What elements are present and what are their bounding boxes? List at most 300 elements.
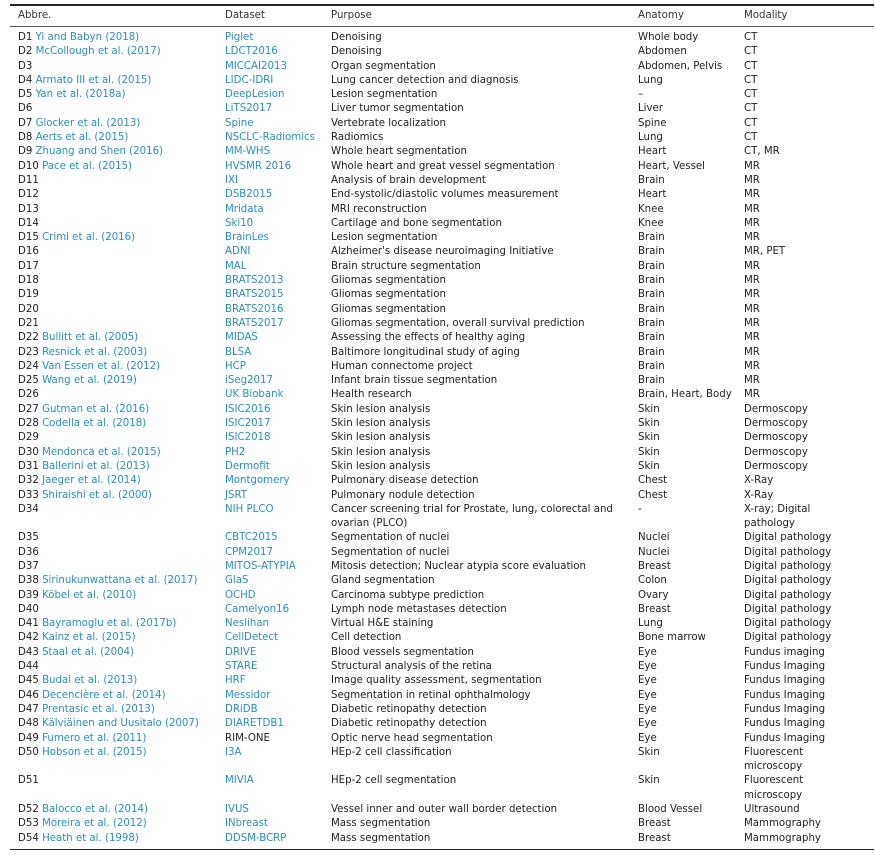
abbre-cell — [18, 188, 225, 202]
modality-cell: Digital pathology — [744, 575, 832, 587]
dataset-link[interactable]: IVUS — [225, 804, 249, 816]
anatomy-cell: Brain — [638, 246, 665, 258]
dataset-link[interactable]: Mridata — [225, 203, 264, 215]
dataset-link[interactable]: I3A — [225, 746, 242, 758]
dataset-id: D53 — [18, 818, 39, 830]
dataset-link[interactable]: DSB2015 — [225, 189, 273, 201]
table-row — [10, 560, 874, 574]
dataset-link[interactable]: Ski10 — [225, 217, 254, 229]
reference-link[interactable]: Van Essen et al. (2012) — [42, 360, 161, 372]
anatomy-cell: Brain — [638, 232, 665, 244]
dataset-link[interactable]: BRATS2015 — [225, 289, 284, 301]
modality-cell: MR — [744, 317, 760, 329]
purpose-cell: Pulmonary disease detection — [331, 475, 479, 487]
dataset-cell — [225, 431, 331, 445]
dataset-id: D11 — [18, 174, 39, 186]
abbre-cell — [18, 574, 225, 588]
anatomy-cell: Brain — [638, 260, 665, 272]
dataset-link[interactable]: Neslihan — [225, 618, 270, 630]
reference-link[interactable]: Codella et al. (2018) — [42, 418, 147, 430]
table-row — [10, 674, 874, 688]
purpose-cell: Gland segmentation — [331, 575, 435, 587]
purpose-cell: MRI reconstruction — [331, 203, 427, 215]
purpose-cell: Skin lesion analysis — [331, 403, 431, 415]
anatomy-cell: Heart — [638, 189, 667, 201]
reference-link[interactable]: Balocco et al. (2014) — [42, 804, 148, 816]
reference-link[interactable]: Hobson et al. (2015) — [42, 746, 147, 758]
dataset-id: D23 — [18, 346, 39, 358]
dataset-id: D43 — [18, 646, 39, 658]
dataset-id: D33 — [18, 489, 39, 501]
purpose-cell: Gliomas segmentation — [331, 275, 446, 287]
abbre-cell — [18, 474, 225, 488]
dataset-cell — [225, 88, 331, 102]
dataset-link[interactable]: NSCLC-Radiomics — [225, 132, 315, 144]
dataset-link[interactable]: MIVIA — [225, 775, 254, 787]
modality-cell: Fluorescent microscopy — [744, 746, 804, 773]
dataset-id: D1 — [18, 32, 33, 43]
abbre-cell — [18, 646, 225, 660]
modality-cell: Mammography — [744, 832, 821, 844]
dataset-link[interactable]: PH2 — [225, 446, 246, 458]
table-row — [10, 460, 874, 474]
dataset-id: D12 — [18, 189, 39, 201]
reference-link[interactable]: Yi and Babyn (2018) — [35, 32, 140, 43]
dataset-link[interactable]: LIDC-IDRI — [225, 74, 274, 86]
reference-link[interactable]: Staal et al. (2004) — [42, 646, 135, 658]
dataset-link[interactable]: MICCAI2013 — [225, 60, 287, 72]
dataset-link[interactable]: HCP — [225, 360, 246, 372]
dataset-cell — [225, 360, 331, 374]
modality-cell: MR — [744, 160, 760, 172]
dataset-id: D30 — [18, 446, 39, 458]
dataset-link[interactable]: JSRT — [225, 489, 248, 501]
reference-link[interactable]: Kälviäinen and Uusitalo (2007) — [42, 718, 199, 730]
dataset-id: D51 — [18, 775, 39, 787]
abbre-cell — [18, 531, 225, 545]
table-row — [10, 374, 874, 388]
dataset-cell — [225, 560, 331, 574]
purpose-cell: Skin lesion analysis — [331, 418, 431, 430]
table-row — [10, 531, 874, 545]
dataset-link[interactable]: CPM2017 — [225, 546, 273, 558]
modality-cell: Digital pathology — [744, 560, 832, 572]
dataset-id: D38 — [18, 575, 39, 587]
dataset-cell — [225, 689, 331, 703]
purpose-cell: Segmentation of nuclei — [331, 546, 450, 558]
table-row — [10, 703, 874, 717]
anatomy-cell: Eye — [638, 703, 657, 715]
reference-link[interactable]: Bullitt et al. (2005) — [42, 332, 139, 344]
dataset-cell — [225, 102, 331, 116]
dataset-link[interactable]: CBTC2015 — [225, 532, 278, 544]
abbre-cell — [18, 388, 225, 402]
reference-link[interactable]: Crimi et al. (2016) — [42, 232, 136, 244]
dataset-link[interactable]: DRiDB — [225, 703, 258, 715]
dataset-link[interactable]: ISIC2016 — [225, 403, 271, 415]
dataset-cell — [225, 403, 331, 417]
header-dataset: Dataset — [225, 10, 265, 21]
table-row — [10, 145, 874, 159]
anatomy-cell: Brain — [638, 346, 665, 358]
anatomy-cell: Skin — [638, 418, 660, 430]
purpose-cell: Infant brain tissue segmentation — [331, 375, 498, 387]
dataset-cell — [225, 388, 331, 402]
anatomy-cell: Liver — [638, 103, 663, 115]
dataset-link[interactable]: HVSMR 2016 — [225, 160, 292, 172]
purpose-cell: Skin lesion analysis — [331, 446, 431, 458]
dataset-link[interactable]: STARE — [225, 661, 258, 673]
dataset-id: D10 — [18, 160, 39, 172]
table-row — [10, 274, 874, 288]
anatomy-cell: Nuclei — [638, 532, 670, 544]
dataset-link[interactable]: LDCT2016 — [225, 46, 278, 58]
anatomy-cell: Eye — [638, 661, 657, 673]
table-row — [10, 288, 874, 302]
table-row — [10, 31, 874, 45]
modality-cell: MR — [744, 360, 760, 372]
abbre-cell — [18, 231, 225, 245]
table-row — [10, 45, 874, 59]
purpose-cell: Optic nerve head segmentation — [331, 732, 493, 744]
anatomy-cell: Skin — [638, 403, 660, 415]
abbre-cell — [18, 803, 225, 817]
reference-link[interactable]: Sirinukunwattana et al. (2017) — [42, 575, 198, 587]
dataset-cell — [225, 131, 331, 145]
modality-cell: Dermoscopy — [744, 432, 808, 444]
dataset-link[interactable]: iSeg2017 — [225, 375, 273, 387]
dataset-cell — [225, 288, 331, 302]
reference-link[interactable]: Kainz et al. (2015) — [42, 632, 136, 644]
purpose-cell: Mass segmentation — [331, 818, 431, 830]
dataset-id: D15 — [18, 232, 39, 244]
dataset-cell — [225, 245, 331, 259]
reference-link[interactable]: Köbel et al. (2010) — [42, 589, 137, 601]
reference-link[interactable]: Decencière et al. (2014) — [42, 689, 166, 701]
dataset-link[interactable]: MAL — [225, 260, 247, 272]
dataset-cell — [225, 346, 331, 360]
anatomy-cell: Skin — [638, 432, 660, 444]
abbre-cell — [18, 431, 225, 445]
table-row — [10, 403, 874, 417]
modality-cell: Ultrasound — [744, 804, 800, 816]
anatomy-cell: Lung — [638, 74, 663, 86]
purpose-cell: Brain structure segmentation — [331, 260, 481, 272]
dataset-link[interactable]: GlaS — [225, 575, 249, 587]
dataset-id: D2 — [18, 46, 33, 58]
purpose-cell: Segmentation in retinal ophthalmology — [331, 689, 531, 701]
dataset-link[interactable]: LiTS2017 — [225, 103, 273, 115]
table-row — [10, 503, 874, 532]
modality-cell: CT — [744, 89, 758, 101]
reference-link[interactable]: Gutman et al. (2016) — [42, 403, 150, 415]
abbre-cell — [18, 460, 225, 474]
dataset-id: D3 — [18, 60, 33, 72]
abbre-cell — [18, 732, 225, 746]
reference-link[interactable]: Pace et al. (2015) — [42, 160, 133, 172]
dataset-id: D41 — [18, 618, 39, 630]
anatomy-cell: Brain, Heart, Body — [638, 389, 732, 401]
dataset-link[interactable]: Piglet — [225, 32, 254, 43]
dataset-id: D46 — [18, 689, 39, 701]
reference-link[interactable]: Prentasic et al. (2013) — [42, 703, 155, 715]
anatomy-cell: Bone marrow — [638, 632, 706, 644]
anatomy-cell: Skin — [638, 446, 660, 458]
dataset-id: D20 — [18, 303, 39, 315]
dataset-link[interactable]: CellDetect — [225, 632, 279, 644]
anatomy-cell: Breast — [638, 603, 671, 615]
anatomy-cell: Eye — [638, 718, 657, 730]
dataset-id: D42 — [18, 632, 39, 644]
table-row — [10, 60, 874, 74]
modality-cell: MR — [744, 275, 760, 287]
dataset-id: D22 — [18, 332, 39, 344]
dataset-cell — [225, 374, 331, 388]
abbre-cell — [18, 217, 225, 231]
reference-link[interactable]: Shiraishi et al. (2000) — [42, 489, 152, 501]
dataset-id: D25 — [18, 375, 39, 387]
purpose-cell: Organ segmentation — [331, 60, 436, 72]
purpose-cell: Cartilage and bone segmentation — [331, 217, 502, 229]
modality-cell: Dermoscopy — [744, 460, 808, 472]
reference-link[interactable]: Bayramoglu et al. (2017b) — [42, 618, 177, 630]
dataset-id: D14 — [18, 217, 39, 229]
dataset-link[interactable]: IXI — [225, 174, 238, 186]
modality-cell: Fundus Imaging — [744, 732, 826, 744]
reference-link[interactable]: Heath et al. (1998) — [42, 832, 139, 844]
table-row — [10, 474, 874, 488]
dataset-link[interactable]: ADNI — [225, 246, 251, 258]
purpose-cell: Liver tumor segmentation — [331, 103, 464, 115]
reference-link[interactable]: Aerts et al. (2015) — [35, 132, 129, 144]
abbre-cell — [18, 631, 225, 645]
anatomy-cell: Brain — [638, 317, 665, 329]
dataset-link[interactable]: INbreast — [225, 818, 268, 830]
table-row — [10, 74, 874, 88]
reference-link[interactable]: Glocker et al. (2013) — [35, 117, 141, 129]
dataset-link[interactable]: BrainLes — [225, 232, 269, 244]
dataset-id: D52 — [18, 804, 39, 816]
abbre-cell — [18, 174, 225, 188]
anatomy-cell: Heart — [638, 146, 667, 158]
reference-link[interactable]: Mendonca et al. (2015) — [42, 446, 161, 458]
modality-cell: Digital pathology — [744, 589, 832, 601]
reference-link[interactable]: McCollough et al. (2017) — [35, 46, 161, 58]
table-row — [10, 689, 874, 703]
abbre-cell — [18, 717, 225, 731]
dataset-id: D19 — [18, 289, 39, 301]
dataset-id: D40 — [18, 603, 39, 615]
dataset-id: D32 — [18, 475, 39, 487]
table-row — [10, 231, 874, 245]
table-row — [10, 817, 874, 831]
abbre-cell — [18, 360, 225, 374]
reference-link[interactable]: Zhuang and Shen (2016) — [35, 146, 164, 158]
reference-link[interactable]: Fumero et al. (2011) — [42, 732, 147, 744]
reference-link[interactable]: Budai et al. (2013) — [42, 675, 138, 687]
modality-cell: MR — [744, 346, 760, 358]
abbre-cell — [18, 589, 225, 603]
dataset-table — [10, 4, 874, 850]
anatomy-cell: Breast — [638, 560, 671, 572]
dataset-cell — [225, 717, 331, 731]
table-row — [10, 774, 874, 803]
purpose-cell: Virtual H&E staining — [331, 618, 434, 630]
dataset-link[interactable]: ISIC2018 — [225, 432, 271, 444]
dataset-cell — [225, 174, 331, 188]
dataset-link[interactable]: Camelyon16 — [225, 603, 290, 615]
dataset-link[interactable]: MM-WHS — [225, 146, 271, 158]
modality-cell: Digital pathology — [744, 532, 832, 544]
dataset-link[interactable]: BRATS2016 — [225, 303, 284, 315]
anatomy-cell: Lung — [638, 132, 663, 144]
table-row — [10, 131, 874, 145]
dataset-link[interactable]: Dermofit — [225, 460, 270, 472]
purpose-cell: Structural analysis of the retina — [331, 661, 492, 673]
dataset-cell — [225, 803, 331, 817]
modality-cell: Fundus Imaging — [744, 675, 826, 687]
dataset-link[interactable]: UK Biobank — [225, 389, 284, 401]
anatomy-cell: Spine — [638, 117, 667, 129]
abbre-cell — [18, 546, 225, 560]
purpose-cell: Skin lesion analysis — [331, 432, 431, 444]
modality-cell: MR — [744, 375, 760, 387]
dataset-cell — [225, 145, 331, 159]
table-row — [10, 574, 874, 588]
dataset-cell — [225, 60, 331, 74]
dataset-cell — [225, 703, 331, 717]
abbre-cell — [18, 45, 225, 59]
dataset-link[interactable]: ISIC2017 — [225, 418, 271, 430]
abbre-cell — [18, 31, 225, 45]
table-row — [10, 260, 874, 274]
purpose-cell: Health research — [331, 389, 412, 401]
anatomy-cell: Ovary — [638, 589, 669, 601]
dataset-cell — [225, 217, 331, 231]
dataset-link[interactable]: Montgomery — [225, 475, 290, 487]
purpose-cell: Whole heart and great vessel segmentation — [331, 160, 555, 172]
anatomy-cell: Nuclei — [638, 546, 670, 558]
purpose-cell: Image quality assessment, segmentation — [331, 675, 542, 687]
abbre-cell — [18, 774, 225, 803]
dataset-link[interactable]: HRF — [225, 675, 246, 687]
purpose-cell: Denoising — [331, 32, 382, 43]
dataset-cell — [225, 303, 331, 317]
table-row — [10, 188, 874, 202]
table-row — [10, 631, 874, 645]
table-row — [10, 732, 874, 746]
modality-cell: MR, PET — [744, 246, 786, 258]
modality-cell: CT — [744, 103, 758, 115]
reference-link[interactable]: Armato III et al. (2015) — [35, 74, 152, 86]
purpose-cell: Diabetic retinopathy detection — [331, 703, 487, 715]
dataset-cell — [225, 589, 331, 603]
anatomy-cell: Brain — [638, 360, 665, 372]
dataset-cell — [225, 774, 331, 803]
dataset-link[interactable]: DeepLesion — [225, 89, 285, 101]
reference-link[interactable]: Yan et al. (2018a) — [35, 89, 126, 101]
dataset-link[interactable]: DIARETDB1 — [225, 718, 284, 730]
header-purpose: Purpose — [331, 10, 372, 21]
modality-cell: Digital pathology — [744, 546, 832, 558]
dataset-cell — [225, 160, 331, 174]
dataset-cell — [225, 732, 331, 746]
modality-cell: MR — [744, 203, 760, 215]
modality-cell: Fundus Imaging — [744, 689, 826, 701]
reference-link[interactable]: Jaeger et al. (2014) — [42, 475, 141, 487]
reference-link[interactable]: Moreira et al. (2012) — [42, 818, 147, 830]
dataset-link[interactable]: BRATS2017 — [225, 317, 284, 329]
purpose-cell: Skin lesion analysis — [331, 460, 431, 472]
purpose-cell: Vessel inner and outer wall border detection — [331, 804, 558, 816]
dataset-id: D21 — [18, 317, 39, 329]
anatomy-cell: Lung — [638, 618, 663, 630]
dataset-link[interactable]: Spine — [225, 117, 254, 129]
dataset-cell — [225, 31, 331, 45]
dataset-link[interactable]: BRATS2013 — [225, 275, 284, 287]
table-row — [10, 603, 874, 617]
reference-link[interactable]: Resnick et al. (2003) — [42, 346, 148, 358]
dataset-id: D48 — [18, 718, 39, 730]
modality-cell: X-Ray — [744, 489, 774, 501]
table-row — [10, 217, 874, 231]
modality-cell: CT — [744, 74, 758, 86]
modality-cell: MR — [744, 332, 760, 344]
table-row — [10, 331, 874, 345]
abbre-cell — [18, 560, 225, 574]
purpose-cell: Baltimore longitudinal study of aging — [331, 346, 520, 358]
dataset-link[interactable]: MIDAS — [225, 332, 258, 344]
dataset-link[interactable]: NIH PLCO — [225, 503, 274, 515]
purpose-cell: Cancer screening trial for Prostate, lung, colorectal and ovarian (PLCO) — [331, 503, 613, 530]
dataset-id: D54 — [18, 832, 39, 844]
abbre-cell — [18, 245, 225, 259]
abbre-cell — [18, 689, 225, 703]
dataset-id: D18 — [18, 275, 39, 287]
dataset-link[interactable]: MITOS-ATYPIA — [225, 560, 296, 572]
dataset-link[interactable]: DDSM-BCRP — [225, 832, 287, 844]
purpose-cell: Assessing the effects of healthy aging — [331, 332, 526, 344]
modality-cell: MR — [744, 232, 760, 244]
dataset-cell — [225, 260, 331, 274]
abbre-cell — [18, 703, 225, 717]
purpose-cell: Whole heart segmentation — [331, 146, 467, 158]
purpose-cell: Lesion segmentation — [331, 232, 438, 244]
table-row — [10, 88, 874, 102]
modality-cell: CT — [744, 32, 758, 43]
abbre-cell — [18, 417, 225, 431]
anatomy-cell: Brain — [638, 303, 665, 315]
bottom-rule — [10, 849, 874, 851]
dataset-link[interactable]: DRIVE — [225, 646, 257, 658]
reference-link[interactable]: Wang et al. (2019) — [42, 375, 137, 387]
anatomy-cell: Brain — [638, 275, 665, 287]
anatomy-cell: Eye — [638, 732, 657, 744]
purpose-cell: Cell detection — [331, 632, 402, 644]
dataset-link: RIM-ONE — [225, 732, 270, 744]
reference-link[interactable]: Ballerini et al. (2013) — [42, 460, 150, 472]
modality-cell: CT, MR — [744, 146, 780, 158]
dataset-cell — [225, 117, 331, 131]
dataset-link[interactable]: OCHD — [225, 589, 256, 601]
anatomy-cell: Whole body — [638, 32, 699, 43]
dataset-link[interactable]: BLSA — [225, 346, 252, 358]
abbre-cell — [18, 145, 225, 159]
abbre-cell — [18, 274, 225, 288]
table-row — [10, 431, 874, 445]
dataset-link[interactable]: Messidor — [225, 689, 271, 701]
modality-cell: Fundus imaging — [744, 646, 825, 658]
